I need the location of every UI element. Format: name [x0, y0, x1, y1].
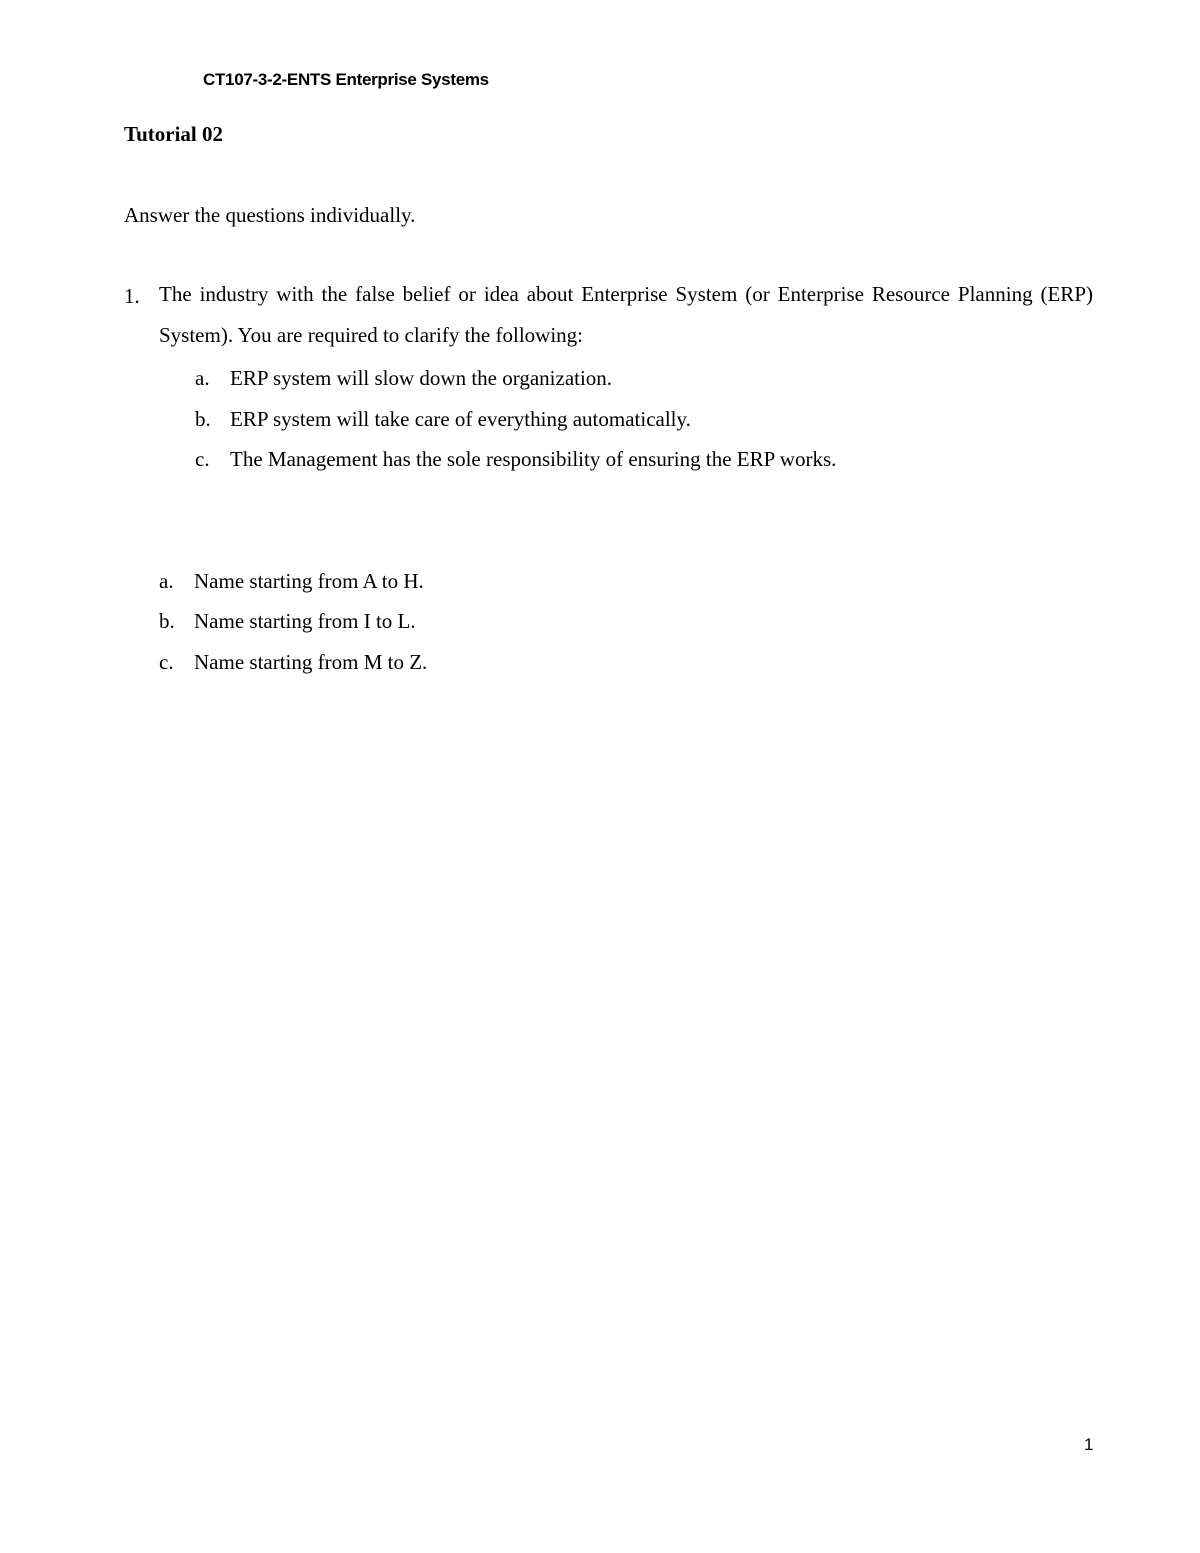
question-1-text: The industry with the false belief or idea about Enterprise System (or Enterprise Resource Planning (ERP) System). You are required to clarify the following: — [159, 282, 1093, 347]
item-text: ERP system will slow down the organization. — [230, 366, 613, 390]
course-header: CT107-3-2-ENTS Enterprise Systems — [203, 70, 489, 89]
item-text: ERP system will take care of everything automatically. — [230, 407, 691, 431]
item-letter: b. — [195, 407, 211, 431]
instructions-text: Answer the questions individually. — [124, 203, 416, 227]
group-letter: a. — [159, 569, 174, 593]
group-letter: c. — [159, 650, 174, 674]
item-letter: c. — [195, 447, 210, 471]
item-letter: a. — [195, 366, 210, 390]
page-number: 1 — [1084, 1435, 1094, 1454]
group-letter: b. — [159, 609, 175, 633]
tutorial-title: Tutorial 02 — [124, 122, 223, 146]
group-text: Name starting from M to Z. — [194, 650, 428, 674]
question-1-number: 1. — [124, 284, 140, 308]
group-text: Name starting from I to L. — [194, 609, 416, 633]
group-text: Name starting from A to H. — [194, 569, 424, 593]
item-text: The Management has the sole responsibility of ensuring the ERP works. — [230, 447, 837, 471]
